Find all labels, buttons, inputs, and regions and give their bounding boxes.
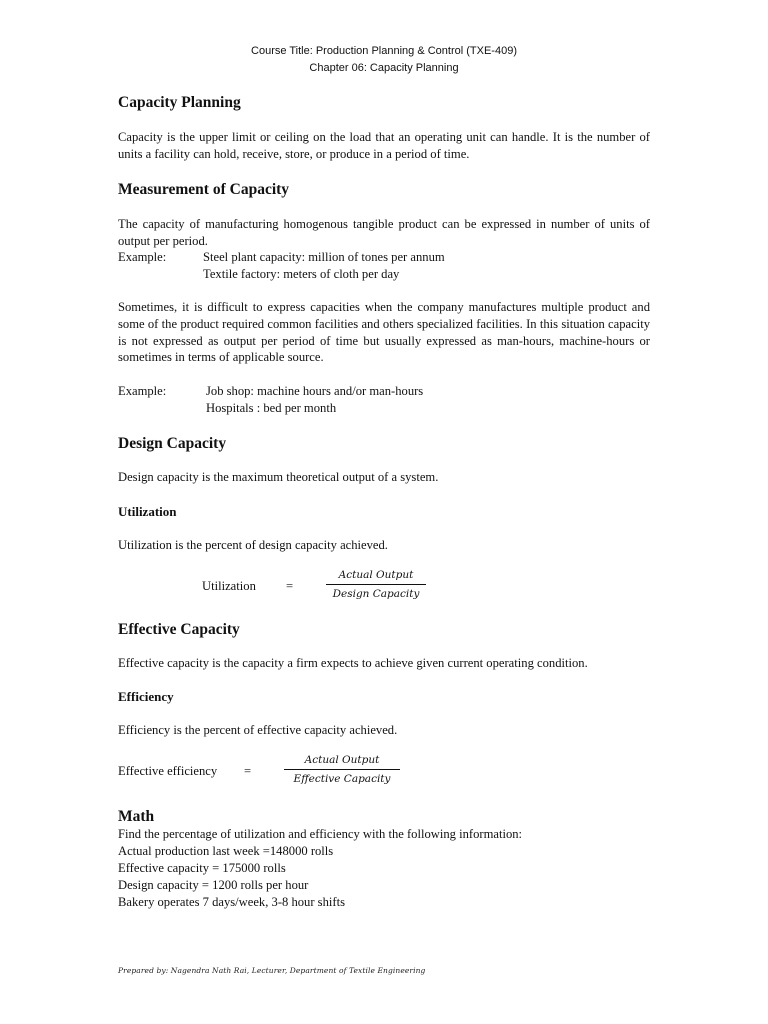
efficiency-equals: =: [244, 764, 252, 778]
efficiency-formula-label: Effective efficiency: [118, 764, 218, 778]
math-line-1: Find the percentage of utilization and efficiency with the following information:: [118, 827, 523, 841]
utilization-definition: Utilization is the percent of design capacity achieved.: [118, 538, 388, 552]
example-1-line-1: Steel plant capacity: million of tones per annum: [203, 250, 445, 264]
example-1-line-2: Textile factory: meters of cloth per day: [203, 267, 400, 281]
page-footer: Prepared by: Nagendra Nath Rai, Lecturer, Department of Textile Engineering: [118, 966, 426, 975]
math-line-4: Design capacity = 1200 rolls per hour: [118, 878, 309, 892]
utilization-denominator: Design Capacity: [332, 588, 420, 600]
efficiency-denominator: Effective Capacity: [293, 773, 391, 785]
math-line-2: Actual production last week =148000 rolls: [118, 844, 334, 858]
heading-math: Math: [118, 808, 155, 825]
heading-measurement-of-capacity: Measurement of Capacity: [118, 181, 290, 198]
example-2-line-1: Job shop: machine hours and/or man-hours: [206, 384, 424, 398]
utilization-equals: =: [286, 579, 294, 593]
efficiency-fraction: [284, 754, 400, 785]
efficiency-numerator: Actual Output: [284, 754, 400, 770]
effective-capacity-definition: Effective capacity is the capacity a firm expects to achieve given current operating condition.: [118, 656, 588, 670]
chapter-title: Chapter 06: Capacity Planning: [309, 62, 459, 74]
measurement-paragraph: The capacity of manufacturing homogenous tangible product can be expressed in number of units of output per period.: [118, 217, 650, 248]
math-line-5: Bakery operates 7 days/week, 3-8 hour shifts: [118, 895, 345, 909]
heading-design-capacity: Design Capacity: [118, 435, 227, 452]
design-capacity-definition: Design capacity is the maximum theoretical output of a system.: [118, 470, 439, 484]
multiple-products-paragraph: Sometimes, it is difficult to express capacities when the company manufactures multiple product and some of the product required common facilities and others specialized facilities. In this situation capacity is not expressed as output per period of time but usually expressed as man-hours, machine-hours or sometimes in terms of applicable source.: [118, 300, 650, 365]
capacity-definition: Capacity is the upper limit or ceiling on the load that an operating unit can handle. It is the number of units a facility can hold, receive, store, or produce in a period of time.: [118, 130, 650, 161]
heading-capacity-planning: Capacity Planning: [118, 94, 241, 111]
heading-efficiency: Efficiency: [118, 689, 174, 704]
example-label-1: Example:: [118, 250, 167, 264]
utilization-fraction: [326, 569, 426, 600]
efficiency-definition: Efficiency is the percent of effective capacity achieved.: [118, 723, 398, 737]
utilization-numerator: Actual Output: [326, 569, 426, 585]
course-title: Course Title: Production Planning & Control (TXE-409): [251, 45, 517, 57]
example-label-2: Example:: [118, 384, 167, 398]
heading-effective-capacity: Effective Capacity: [118, 621, 240, 638]
math-line-3: Effective capacity = 175000 rolls: [118, 861, 286, 875]
heading-utilization: Utilization: [118, 504, 177, 519]
utilization-formula-label: Utilization: [202, 579, 256, 593]
example-2-line-2: Hospitals : bed per month: [206, 401, 337, 415]
